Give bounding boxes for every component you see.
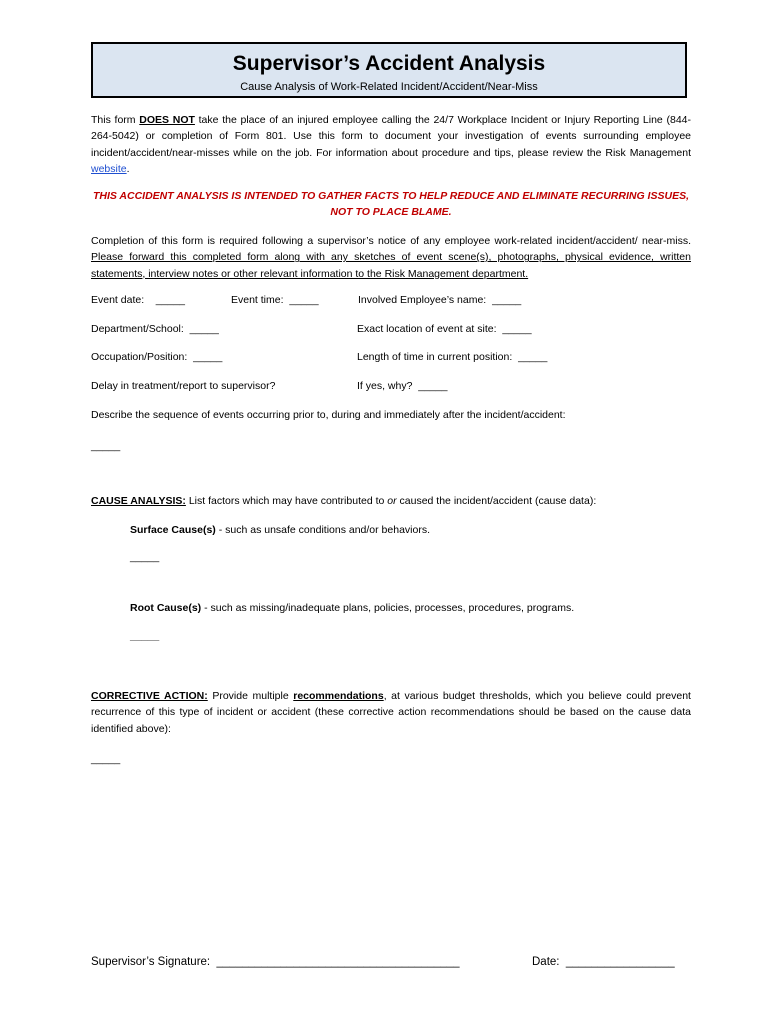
- if-yes-blank[interactable]: _____: [418, 380, 448, 392]
- root-cause-text: - such as missing/inadequate plans, policies, processes, procedures, programs.: [201, 602, 575, 614]
- occupation-blank[interactable]: _____: [193, 351, 223, 363]
- date-label: Date:: [532, 956, 560, 968]
- cause-analysis-heading: [91, 495, 596, 507]
- event-time-blank[interactable]: _____: [289, 294, 319, 306]
- intro-text-3: .: [126, 162, 130, 175]
- cause-text-a: List factors which may have contributed to: [185, 495, 388, 507]
- intro-text-1: This form: [91, 114, 140, 126]
- completion-paragraph: [91, 233, 691, 282]
- root-cause-title: Root Cause(s): [130, 602, 202, 614]
- department-field[interactable]: [91, 323, 219, 335]
- event-time-label: Event time:: [231, 294, 284, 306]
- intro-paragraph: [91, 112, 691, 177]
- department-blank[interactable]: _____: [189, 323, 219, 335]
- surface-cause-title: Surface Cause(s): [130, 524, 216, 536]
- event-date-blank[interactable]: _____: [155, 294, 185, 306]
- recommendations-emphasis: recommendations: [293, 690, 384, 702]
- supervisor-signature-line[interactable]: ______________________________________: [216, 956, 460, 968]
- exact-location-field[interactable]: [357, 323, 532, 335]
- warning-line-1: THIS ACCIDENT ANALYSIS IS INTENDED TO GATHER FACTS TO HELP REDUCE AND ELIMINATE RECURRING ISSUES,: [92, 190, 689, 202]
- occupation-label: Occupation/Position:: [91, 351, 188, 363]
- corrective-heading: CORRECTIVE ACTION:: [91, 690, 208, 702]
- event-date-field[interactable]: [91, 294, 185, 306]
- length-of-time-field[interactable]: [357, 351, 547, 363]
- delay-field: [91, 380, 275, 392]
- corrective-text-b: , at various budget thresholds, which you believe could prevent recurrence of this type of incident or accident (these corrective action recommendations should be based on the cause data identified above):: [91, 690, 691, 735]
- sequence-label: Describe the sequence of events occurring prior to, during and immediately after the incident/accident:: [91, 409, 566, 421]
- if-yes-label: If yes, why?: [357, 380, 413, 392]
- header-box: [91, 42, 687, 98]
- involved-employee-label: Involved Employee’s name:: [358, 294, 487, 306]
- root-cause-label: [130, 602, 574, 614]
- surface-cause-blank[interactable]: _____: [130, 551, 160, 563]
- exact-location-blank[interactable]: _____: [502, 323, 532, 335]
- length-of-time-label: Length of time in current position:: [357, 351, 513, 363]
- forward-instructions: Please forward this completed form along with any sketches of event scene(s), photographs, physical evidence, written statements, interview notes or other relevant information to the Risk Management department.: [91, 251, 691, 280]
- page-subtitle: Cause Analysis of Work-Related Incident/Accident/Near-Miss: [240, 81, 538, 93]
- cause-or: or: [387, 495, 397, 507]
- exact-location-label: Exact location of event at site:: [357, 323, 497, 335]
- occupation-field[interactable]: [91, 351, 222, 363]
- involved-employee-field[interactable]: [358, 294, 521, 306]
- corrective-text-a: Provide multiple: [207, 690, 294, 702]
- corrective-action-paragraph: [91, 688, 691, 737]
- length-of-time-blank[interactable]: _____: [518, 351, 548, 363]
- intro-text-2: take the place of an injured employee calling the 24/7 Workplace Incident or Injury Reporting Line (844-264-5042) or completion of Form 801. Use this form to document your investigation of events surrounding employee incident/accident/near-misses while on the job. For information about procedure and tips, please review the Risk Management: [91, 114, 692, 159]
- warning-line-2: NOT TO PLACE BLAME.: [330, 206, 452, 219]
- supervisor-signature-field[interactable]: [91, 956, 460, 968]
- completion-text: Completion of this form is required following a supervisor’s notice of any employee work-related incident/accident/ near-miss.: [91, 235, 691, 247]
- if-yes-field[interactable]: [357, 380, 448, 392]
- cause-heading-label: CAUSE ANALYSIS:: [91, 495, 186, 507]
- does-not-emphasis: DOES NOT: [139, 114, 195, 126]
- surface-cause-label: [130, 524, 430, 536]
- page-title: Supervisor’s Accident Analysis: [232, 52, 546, 75]
- event-time-field[interactable]: [231, 294, 319, 306]
- corrective-blank[interactable]: _____: [91, 753, 121, 765]
- event-date-label: Event date:: [91, 294, 145, 306]
- supervisor-signature-label: Supervisor’s Signature:: [91, 956, 211, 968]
- date-field[interactable]: [532, 956, 675, 968]
- department-label: Department/School:: [91, 323, 184, 335]
- date-line[interactable]: _________________: [565, 956, 675, 968]
- blame-warning: [91, 188, 691, 221]
- involved-employee-blank[interactable]: _____: [492, 294, 522, 306]
- surface-cause-text: - such as unsafe conditions and/or behaviors.: [215, 524, 431, 536]
- root-cause-blank[interactable]: _____: [130, 630, 160, 642]
- website-link[interactable]: website: [91, 162, 127, 175]
- sequence-blank[interactable]: _____: [91, 440, 121, 452]
- cause-text-b: caused the incident/accident (cause data):: [396, 495, 597, 507]
- delay-label: Delay in treatment/report to supervisor?: [91, 380, 276, 392]
